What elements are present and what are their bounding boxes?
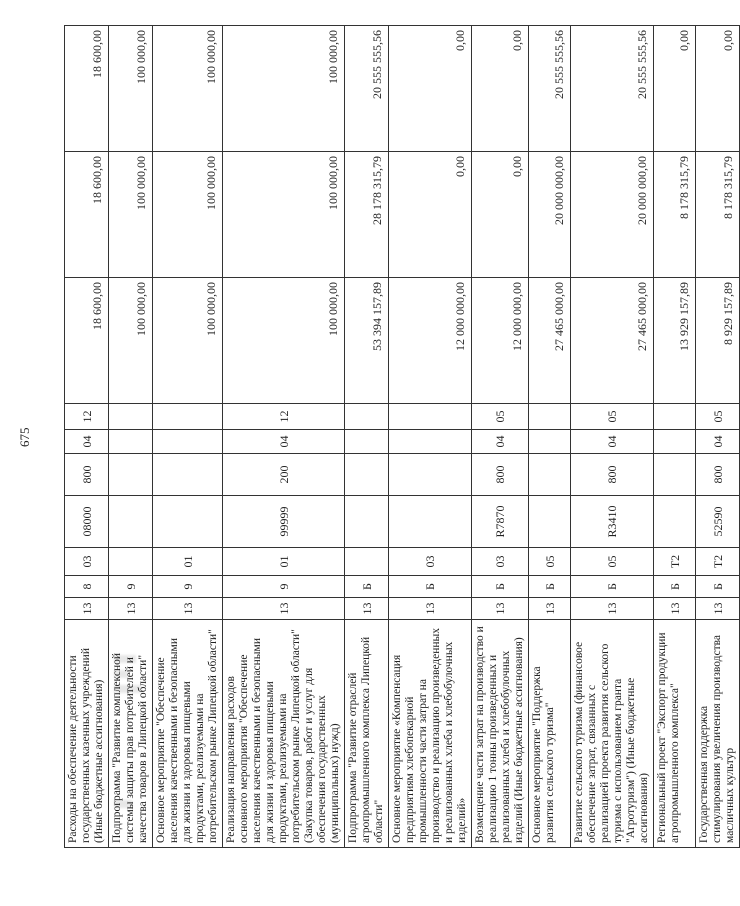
amount-year-3: 20 555 555,56 [571, 26, 654, 152]
table-row [153, 26, 223, 848]
row-description: Реализация направления расходов основного мероприятия "Обеспечение населения качественными и безопасными для жизни и здоровья пищевыми продуктами, реализуемыми на потребительском рынке Липецкой области" (Закупка товаров, работ и услуг для обеспечения государственных (муниципальных) нужд) [223, 620, 345, 848]
amount-year-2: 20 000 000,00 [571, 152, 654, 278]
amount-year-2: 0,00 [389, 152, 472, 278]
code-subprogram: 03 [389, 548, 472, 576]
code-program: Б [696, 576, 740, 598]
code-expense-type [654, 454, 696, 496]
code-expense-type: 800 [696, 454, 740, 496]
row-description: Основное мероприятие «Компенсация предприятиям хлебопекарной промышленности части затрат на производство и реализацию произведенных и реализованных хлеба и хлебобулочных изделий» [389, 620, 472, 848]
amount-year-3: 20 555 555,56 [345, 26, 389, 152]
code-subsection: 12 [65, 404, 109, 430]
amount-year-1: 8 929 157,89 [696, 278, 740, 404]
amount-year-2: 100 000,00 [153, 152, 223, 278]
amount-year-1: 27 465 000,00 [571, 278, 654, 404]
code-direction [529, 496, 571, 548]
code-direction [153, 496, 223, 548]
code-ministry: 13 [153, 598, 223, 620]
row-description: Региональный проект "Экспорт продукции агропромышленного комплекса" [654, 620, 696, 848]
code-expense-type [529, 454, 571, 496]
code-expense-type: 200 [223, 454, 345, 496]
amount-year-1: 53 394 157,89 [345, 278, 389, 404]
table-row [345, 26, 389, 848]
code-ministry: 13 [472, 598, 529, 620]
code-section: 04 [223, 430, 345, 454]
amount-year-1: 18 600,00 [65, 278, 109, 404]
code-ministry: 13 [529, 598, 571, 620]
row-description: Возмещение части затрат на производство и реализацию 1 тонны произведенных и реализованных хлеба и хлебобулочных изделий (Иные бюджетные ассигнования) [472, 620, 529, 848]
code-program: Б [472, 576, 529, 598]
code-subsection [389, 404, 472, 430]
code-subprogram: 03 [65, 548, 109, 576]
code-program: Б [529, 576, 571, 598]
amount-year-3: 0,00 [696, 26, 740, 152]
table-row [696, 26, 740, 848]
code-program: Б [571, 576, 654, 598]
code-ministry: 13 [696, 598, 740, 620]
amount-year-1: 100 000,00 [109, 278, 153, 404]
code-section: 04 [65, 430, 109, 454]
code-section [153, 430, 223, 454]
code-ministry: 13 [654, 598, 696, 620]
table-row [109, 26, 153, 848]
row-description: Расходы на обеспечение деятельности государственных казенных учреждений (Иные бюджетные ассигнования) [65, 620, 109, 848]
code-subsection [345, 404, 389, 430]
amount-year-3: 100 000,00 [223, 26, 345, 152]
amount-year-3: 0,00 [389, 26, 472, 152]
code-direction: R7870 [472, 496, 529, 548]
amount-year-2: 8 178 315,79 [654, 152, 696, 278]
code-subsection [529, 404, 571, 430]
code-ministry: 13 [65, 598, 109, 620]
code-direction: 52590 [696, 496, 740, 548]
row-description: Основное мероприятие "Поддержка развития сельского туризма" [529, 620, 571, 848]
code-ministry: 13 [345, 598, 389, 620]
amount-year-1: 12 000 000,00 [389, 278, 472, 404]
code-program: Б [654, 576, 696, 598]
code-section: 04 [472, 430, 529, 454]
budget-table [64, 25, 740, 848]
amount-year-1: 100 000,00 [223, 278, 345, 404]
amount-year-2: 8 178 315,79 [696, 152, 740, 278]
code-direction [654, 496, 696, 548]
code-section [529, 430, 571, 454]
code-subprogram: T2 [696, 548, 740, 576]
code-subprogram: 03 [472, 548, 529, 576]
code-direction [389, 496, 472, 548]
code-subsection [153, 404, 223, 430]
row-description: Основное мероприятие "Обеспечение населения качественными и безопасными для жизни и здоровья пищевыми продуктами, реализуемыми на потребительском рынке Липецкой области" [153, 620, 223, 848]
amount-year-1: 27 465 000,00 [529, 278, 571, 404]
amount-year-3: 100 000,00 [109, 26, 153, 152]
code-subprogram [109, 548, 153, 576]
row-description: Подпрограмма "Развитие отраслей агропромышленного комплекса Липецкой области" [345, 620, 389, 848]
row-description: Государственная поддержка стимулирования увеличения производства масличных культур [696, 620, 740, 848]
code-ministry: 13 [109, 598, 153, 620]
code-expense-type [345, 454, 389, 496]
code-subsection [654, 404, 696, 430]
code-section [654, 430, 696, 454]
code-program: 9 [109, 576, 153, 598]
code-subsection: 05 [472, 404, 529, 430]
amount-year-1: 13 929 157,89 [654, 278, 696, 404]
code-subsection [109, 404, 153, 430]
amount-year-3: 100 000,00 [153, 26, 223, 152]
table-row [65, 26, 109, 848]
code-section: 04 [696, 430, 740, 454]
table-row [389, 26, 472, 848]
code-expense-type: 800 [571, 454, 654, 496]
amount-year-2: 100 000,00 [223, 152, 345, 278]
table-row [654, 26, 696, 848]
page-number: 675 [17, 427, 32, 447]
code-subprogram: 05 [529, 548, 571, 576]
code-section [345, 430, 389, 454]
code-direction: 08000 [65, 496, 109, 548]
code-direction [345, 496, 389, 548]
amount-year-2: 18 600,00 [65, 152, 109, 278]
code-ministry: 13 [223, 598, 345, 620]
table-row [472, 26, 529, 848]
code-direction [109, 496, 153, 548]
code-subprogram: 01 [223, 548, 345, 576]
amount-year-2: 100 000,00 [109, 152, 153, 278]
amount-year-1: 12 000 000,00 [472, 278, 529, 404]
code-expense-type [389, 454, 472, 496]
amount-year-2: 20 000 000,00 [529, 152, 571, 278]
code-program: 9 [223, 576, 345, 598]
code-expense-type: 800 [472, 454, 529, 496]
amount-year-2: 28 178 315,79 [345, 152, 389, 278]
code-direction: R3410 [571, 496, 654, 548]
amount-year-1: 100 000,00 [153, 278, 223, 404]
amount-year-2: 0,00 [472, 152, 529, 278]
code-program: 9 [153, 576, 223, 598]
code-section: 04 [571, 430, 654, 454]
table-row [529, 26, 571, 848]
row-description: Развитие сельского туризма (финансовое обеспечение затрат, связанных с реализацией проекта развития сельского туризма с использованием гранта "Агротуризм") (Иные бюджетные ассигнования) [571, 620, 654, 848]
budget-table-region [64, 26, 736, 848]
code-section [389, 430, 472, 454]
code-subprogram: 05 [571, 548, 654, 576]
amount-year-3: 0,00 [472, 26, 529, 152]
table-row [223, 26, 345, 848]
code-subprogram [345, 548, 389, 576]
code-program: Б [389, 576, 472, 598]
code-subsection: 12 [223, 404, 345, 430]
code-direction: 99999 [223, 496, 345, 548]
code-expense-type: 800 [65, 454, 109, 496]
code-subprogram: 01 [153, 548, 223, 576]
code-ministry: 13 [389, 598, 472, 620]
code-program: Б [345, 576, 389, 598]
code-section [109, 430, 153, 454]
budget-table-body [65, 26, 740, 848]
amount-year-3: 20 555 555,56 [529, 26, 571, 152]
code-subsection: 05 [696, 404, 740, 430]
table-row [571, 26, 654, 848]
amount-year-3: 18 600,00 [65, 26, 109, 152]
code-subsection: 05 [571, 404, 654, 430]
code-expense-type [153, 454, 223, 496]
code-program: 8 [65, 576, 109, 598]
code-subprogram: T2 [654, 548, 696, 576]
row-description: Подпрограмма "Развитие комплексной системы защиты прав потребителей и качества товаров в Липецкой области" [109, 620, 153, 848]
amount-year-3: 0,00 [654, 26, 696, 152]
code-expense-type [109, 454, 153, 496]
code-ministry: 13 [571, 598, 654, 620]
